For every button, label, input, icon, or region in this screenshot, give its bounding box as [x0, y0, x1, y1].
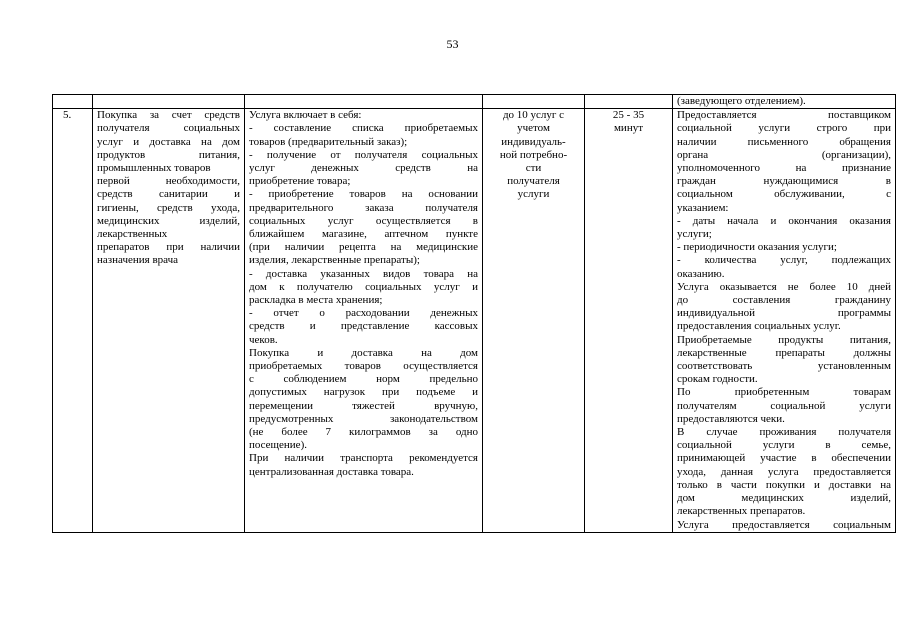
content-line: - доставка указанных видов товара на	[249, 267, 478, 280]
prev-conditions-tail: (заведующего отделением).	[677, 95, 806, 107]
service-name-line: получателя социальных	[97, 122, 240, 135]
prev-cell-volume	[483, 95, 585, 109]
content-line: допустимых нагрузок при подъеме и	[249, 386, 478, 399]
conditions-line: соответствовать установленным	[677, 360, 891, 373]
conditions-line: - количества услуг, подлежащих	[677, 254, 891, 267]
content-line: социальных услуг осуществляется в	[249, 214, 478, 227]
conditions-line: только в части покупки и доставки на	[677, 478, 891, 491]
conditions-line: уполномоченного на признание	[677, 162, 891, 175]
service-name-line: медицинских изделий,	[97, 214, 240, 227]
volume-line: до 10 услуг с	[502, 109, 565, 122]
content-line: предварительного заказа получателя	[249, 201, 478, 214]
content-line: товаров (предварительный заказ);	[249, 135, 408, 148]
conditions-line: социальном обслуживании, с	[677, 188, 891, 201]
service-name-cell	[93, 109, 245, 533]
content-line: посещение).	[249, 439, 307, 452]
conditions-line: лекарственных препаратов.	[677, 505, 806, 518]
volume-line: сти	[525, 162, 542, 175]
conditions-line: ухода, данная услуга предоставляется	[677, 465, 891, 478]
volume-line: индивидуаль-	[501, 135, 566, 148]
content-line: раскладка в места хранения;	[249, 294, 383, 307]
service-name-line: средств санитарии и	[97, 188, 240, 201]
content-line: приобретение товара;	[249, 175, 351, 188]
service-content-cell	[245, 109, 483, 533]
content-line: приобретаемых товаров осуществляется	[249, 360, 478, 373]
conditions-line: оказанию.	[677, 267, 725, 280]
prev-cell-conditions	[673, 95, 896, 109]
prev-cell-num	[53, 95, 93, 109]
content-line: (при наличии рецепта на медицинские	[249, 241, 478, 254]
table-row-5	[53, 109, 896, 533]
page-number: 53	[446, 37, 459, 51]
conditions-line: дом медицинских изделий,	[677, 492, 891, 505]
conditions-line: По приобретенным товарам	[677, 386, 891, 399]
conditions-line: получателям социальной услуги	[677, 399, 891, 412]
content-line: предусмотренных законодательством	[249, 412, 478, 425]
content-line: - отчет о расходовании денежных	[249, 307, 478, 320]
services-table	[52, 94, 896, 533]
volume-line: учетом	[517, 122, 550, 135]
content-line: чеков.	[249, 333, 278, 346]
conditions-line: социальной услуги строго при	[677, 122, 891, 135]
conditions-line: социальной услуги в семье,	[677, 439, 891, 452]
conditions-line: срокам годности.	[677, 373, 758, 386]
conditions-line: до составления гражданину	[677, 294, 891, 307]
content-line: перемещении тяжестей вручную,	[249, 399, 478, 412]
conditions-line: наличии письменного обращения	[677, 135, 891, 148]
service-name-line: промышленных товаров	[97, 162, 211, 175]
service-name-line: лекарственных	[97, 228, 168, 241]
conditions-line: принимающей участие в обеспечении	[677, 452, 891, 465]
conditions-line: В случае проживания получателя	[677, 426, 891, 439]
service-name-line: препаратов при наличии	[97, 241, 240, 254]
content-line: - составление списка приобретаемых	[249, 122, 478, 135]
content-line: услуг денежных средств на	[249, 162, 478, 175]
row-number: 5.	[63, 109, 72, 122]
conditions-line: органа (организации),	[677, 148, 891, 161]
conditions-line: лекарственные препараты должны	[677, 346, 891, 359]
service-name-line: назначения врача	[97, 254, 178, 267]
content-line: с соблюдением норм предельно	[249, 373, 478, 386]
conditions-line: Приобретаемые продукты питания,	[677, 333, 891, 346]
service-conditions-cell	[673, 109, 896, 533]
volume-line: услуги	[517, 188, 550, 201]
conditions-line: Услуга оказывается не более 10 дней	[677, 280, 891, 293]
service-name-line: Покупка за счет средств	[97, 109, 240, 122]
table-row-previous	[53, 95, 896, 109]
content-line: средств и представление кассовых	[249, 320, 478, 333]
content-line: Услуга включает в себя:	[249, 109, 362, 122]
content-line: - получение от получателя социальных	[249, 148, 478, 161]
prev-cell-content	[245, 95, 483, 109]
content-line: При наличии транспорта рекомендуется	[249, 452, 478, 465]
content-line: дом к получателю социальных услуг и	[249, 280, 478, 293]
content-line: (не более 7 килограммов за одно	[249, 426, 478, 439]
volume-line: ной потребно-	[499, 148, 568, 161]
conditions-line: индивидуальной программы	[677, 307, 891, 320]
row-number-cell	[53, 109, 93, 533]
conditions-line: - периодичности оказания услуги;	[677, 241, 837, 254]
content-line: централизованная доставка товара.	[249, 465, 414, 478]
conditions-line: Предоставляется поставщиком	[677, 109, 891, 122]
volume-line: получателя	[507, 175, 560, 188]
service-name-line: продуктов питания,	[97, 148, 240, 161]
prev-cell-name	[93, 95, 245, 109]
conditions-line: - даты начала и окончания оказания	[677, 214, 891, 227]
content-line: Покупка и доставка на дом	[249, 346, 478, 359]
time-line: 25 - 35	[612, 109, 645, 122]
conditions-line: граждан нуждающимися в	[677, 175, 891, 188]
conditions-line: Услуга предоставляется социальным	[677, 518, 891, 531]
service-name-line: услуг и доставка на дом	[97, 135, 240, 148]
conditions-line: указанием:	[677, 201, 729, 214]
content-line: - приобретение товаров на основании	[249, 188, 478, 201]
content-line: изделия, лекарственные препараты);	[249, 254, 420, 267]
service-time-cell	[585, 109, 673, 533]
content-line: ближайшем магазине, аптечном пункте	[249, 228, 478, 241]
conditions-line: услуги;	[677, 228, 712, 241]
conditions-line: предоставляются чеки.	[677, 412, 785, 425]
prev-cell-time	[585, 95, 673, 109]
conditions-line: предоставления социальных услуг.	[677, 320, 841, 333]
service-name-line: гигиены, средств ухода,	[97, 201, 240, 214]
service-name-line: первой необходимости,	[97, 175, 240, 188]
time-line: минут	[613, 122, 644, 135]
service-volume-cell	[483, 109, 585, 533]
